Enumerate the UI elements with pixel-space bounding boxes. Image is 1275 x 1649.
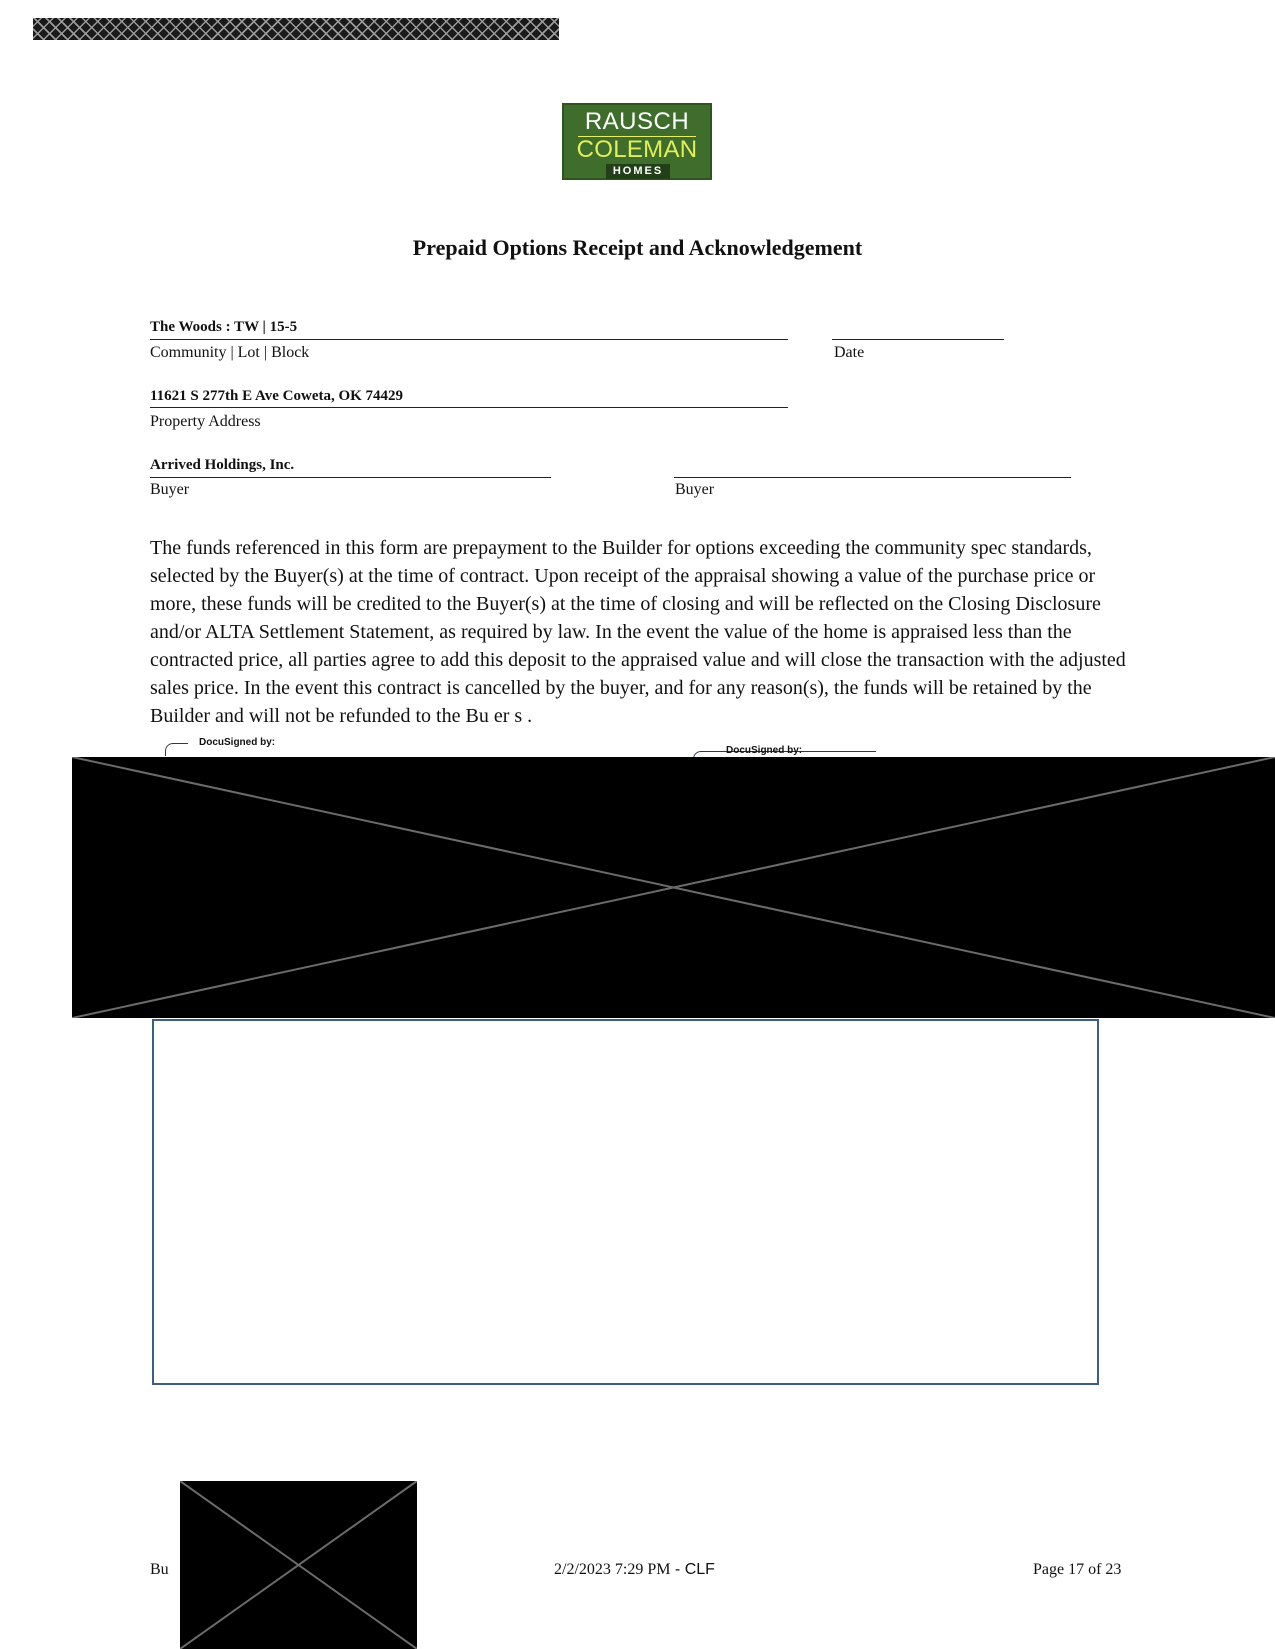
terms-paragraph: The funds referenced in this form are prepayment to the Builder for options exceeding the community spec standards, selected by the Buyer(s) at the time of contract. Upon receipt of the appraisal showing a value of the purchase price or more, these funds will be credited to the Buyer(s) at the time of closing and will be reflected on the Closing Disclosure and/or ALTA Settlement Statement, as required by law. In the event the value of the home is appraised less than the contracted price, all parties agree to add this deposit to the appraised value and will close the transaction with the adjusted sales price. In the event this contract is cancelled by the buyer, and for any reason(s), the funds will be retained by the Builder and will not be refunded to the Bu er s .	[150, 537, 1126, 727]
redacted-header-strip	[33, 18, 559, 40]
page-number: Page 17 of 23	[1033, 1561, 1122, 1578]
redacted-signature-block	[72, 757, 1275, 1018]
buyer-2-line	[674, 477, 1071, 478]
footer-timestamp: 2/2/2023 7:29 PM	[554, 1561, 671, 1578]
document-title: Prepaid Options Receipt and Acknowledgement	[412, 235, 863, 260]
docusign-frame-1	[165, 743, 188, 756]
address-value: 11621 S 277th E Ave Coweta, OK 74429	[150, 388, 404, 404]
footer-initials: CLF	[684, 1561, 715, 1578]
redacted-footer-block	[180, 1481, 417, 1649]
buyer-1-value: Arrived Holdings, Inc.	[150, 457, 295, 473]
rausch-coleman-logo	[562, 103, 712, 180]
footer-timestamp-group	[554, 1561, 715, 1579]
community-line	[150, 339, 788, 340]
date-line	[832, 339, 1004, 340]
logo-line-1: RAUSCH	[584, 108, 690, 135]
date-label: Date	[834, 344, 865, 361]
address-label: Property Address	[150, 413, 261, 430]
logo-line-2: COLEMAN	[576, 136, 698, 163]
buyer-1-label: Buyer	[150, 481, 190, 498]
docusign-tag-1: DocuSigned by:	[199, 737, 276, 748]
footer-left-text: Bu	[150, 1561, 169, 1578]
signature-frame-box	[152, 1019, 1099, 1385]
buyer-1-line	[150, 477, 551, 478]
community-value: The Woods : TW | 15-5	[150, 319, 298, 335]
community-label: Community | Lot | Block	[150, 344, 310, 361]
footer-separator: -	[670, 1561, 685, 1578]
logo-badge: HOMES	[606, 164, 670, 179]
buyer-2-label: Buyer	[675, 481, 715, 498]
address-line	[150, 407, 788, 408]
docusign-tag-2: DocuSigned by:	[726, 745, 803, 756]
